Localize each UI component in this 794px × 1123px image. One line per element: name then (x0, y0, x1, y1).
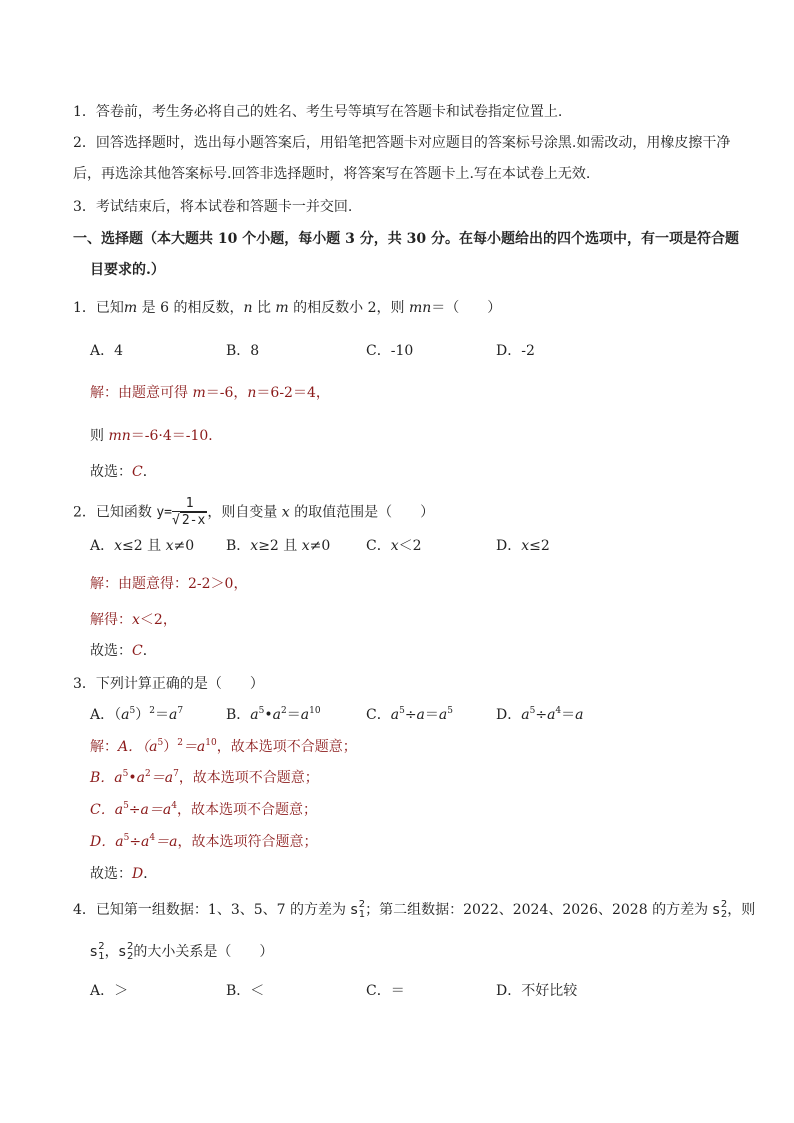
q4-variance-s1: s 2 1 (350, 899, 366, 920)
q2-solution-2: 解得：x＜2， (90, 612, 177, 628)
q3-solution-b: B．$a^5•a^2=a^7$，故本选项不合题意； (90, 769, 319, 786)
q3-answer: 故选：D． (90, 866, 158, 882)
q3-solution-d: D．$a^5\div a^4=a$，故本选项符合题意； (90, 833, 318, 850)
q4-option-b: B．＜ (226, 983, 265, 999)
q3-stem: 3．下列计算正确的是（ ） (73, 676, 264, 692)
q1-option-d: D．-2 (496, 343, 535, 359)
q3-option-a: A．$(a^5)^2=a^7$ (90, 706, 184, 723)
instruction-3: 3．考试结束后，将本试卷和答题卡一并交回. (73, 199, 353, 215)
q2-option-d: D．x≤2 (496, 538, 550, 554)
q1-solution-1: 解：由题意可得 m＝-6，n＝6-2＝4， (90, 385, 330, 401)
q3-solution-c: C．$a^5\div a=a^4$，故本选项不合题意； (90, 801, 317, 818)
q4-option-c: C．＝ (366, 983, 405, 999)
section-title: 一、选择题（本大题共 10 个小题，每小题 3 分，共 30 分。在每小题给出的四个选项中，有一项是符合题 (73, 231, 739, 247)
q2-option-a: A．x≤2 且 x≠0 (90, 538, 195, 554)
q4-stem: 4．已知第一组数据：1、3、5、7 的方差为 s 2 1 ；第二组数据：2022、2024、2026、2028 的方差为 s 2 2 ，则 (73, 899, 756, 920)
q1-option-a: A．4 (90, 343, 124, 359)
q2-solution-1: 解：由题意得：2-2＞0， (90, 576, 248, 592)
q3-solution-a: 解：A．$(a^5)^2=a^{10}$，故本选项不合题意； (90, 738, 357, 755)
q1-stem: 1．已知m 是 6 的相反数，n 比 m 的相反数小 2，则 mn＝（ ） (73, 300, 502, 316)
q4-variance-s2: s 2 2 (712, 899, 728, 920)
q3-option-d: D．$a^5\div a^4=a$ (496, 706, 584, 723)
q1-solution-2: 则 mn＝-6·4＝-10． (90, 428, 223, 444)
q2-option-b: B．x≥2 且 x≠0 (226, 538, 331, 554)
q3-option-c: C．$a^5\div a=a^5$ (366, 706, 453, 723)
instruction-2: 2．回答选择题时，选出每小题答案后，用铅笔把答题卡对应题目的答案标号涂黑.如需改动，用橡皮擦干净 (73, 135, 731, 151)
q2-option-c: C．x＜2 (366, 538, 422, 554)
q2-stem: 2．已知函数 y= $\frac{1}{√ 2-x}$ ，则自变量 x 的取值范围是（ ） (73, 496, 435, 528)
q4-option-a: A．＞ (90, 983, 129, 999)
q4-variance-s1-ref: s 2 1 (90, 941, 105, 962)
q3-option-b: B．$a^5•a^2=a^{10}$ (226, 706, 321, 723)
q1-option-b: B．8 (226, 343, 260, 359)
instruction-1: 1．答卷前，考生务必将自己的姓名、考生号等填写在答题卡和试卷指定位置上. (73, 104, 563, 120)
q4-option-d: D．不好比较 (496, 983, 578, 999)
q4-variance-s2-ref: s 2 2 (118, 941, 134, 962)
q2-answer: 故选：C． (90, 643, 157, 659)
q4-stem-cont: s 2 1 ， s 2 2 的大小关系是（ ） (90, 941, 274, 962)
q1-option-c: C．-10 (366, 343, 414, 359)
section-title-cont: 目要求的.） (90, 262, 165, 278)
q2-function-formula: y= $\frac{1}{√ 2-x}$ (156, 496, 206, 528)
q1-answer: 故选：C． (90, 464, 157, 480)
instruction-2-cont: 后，再选涂其他答案标号.回答非选择题时，将答案写在答题卡上.写在本试卷上无效. (73, 166, 591, 182)
